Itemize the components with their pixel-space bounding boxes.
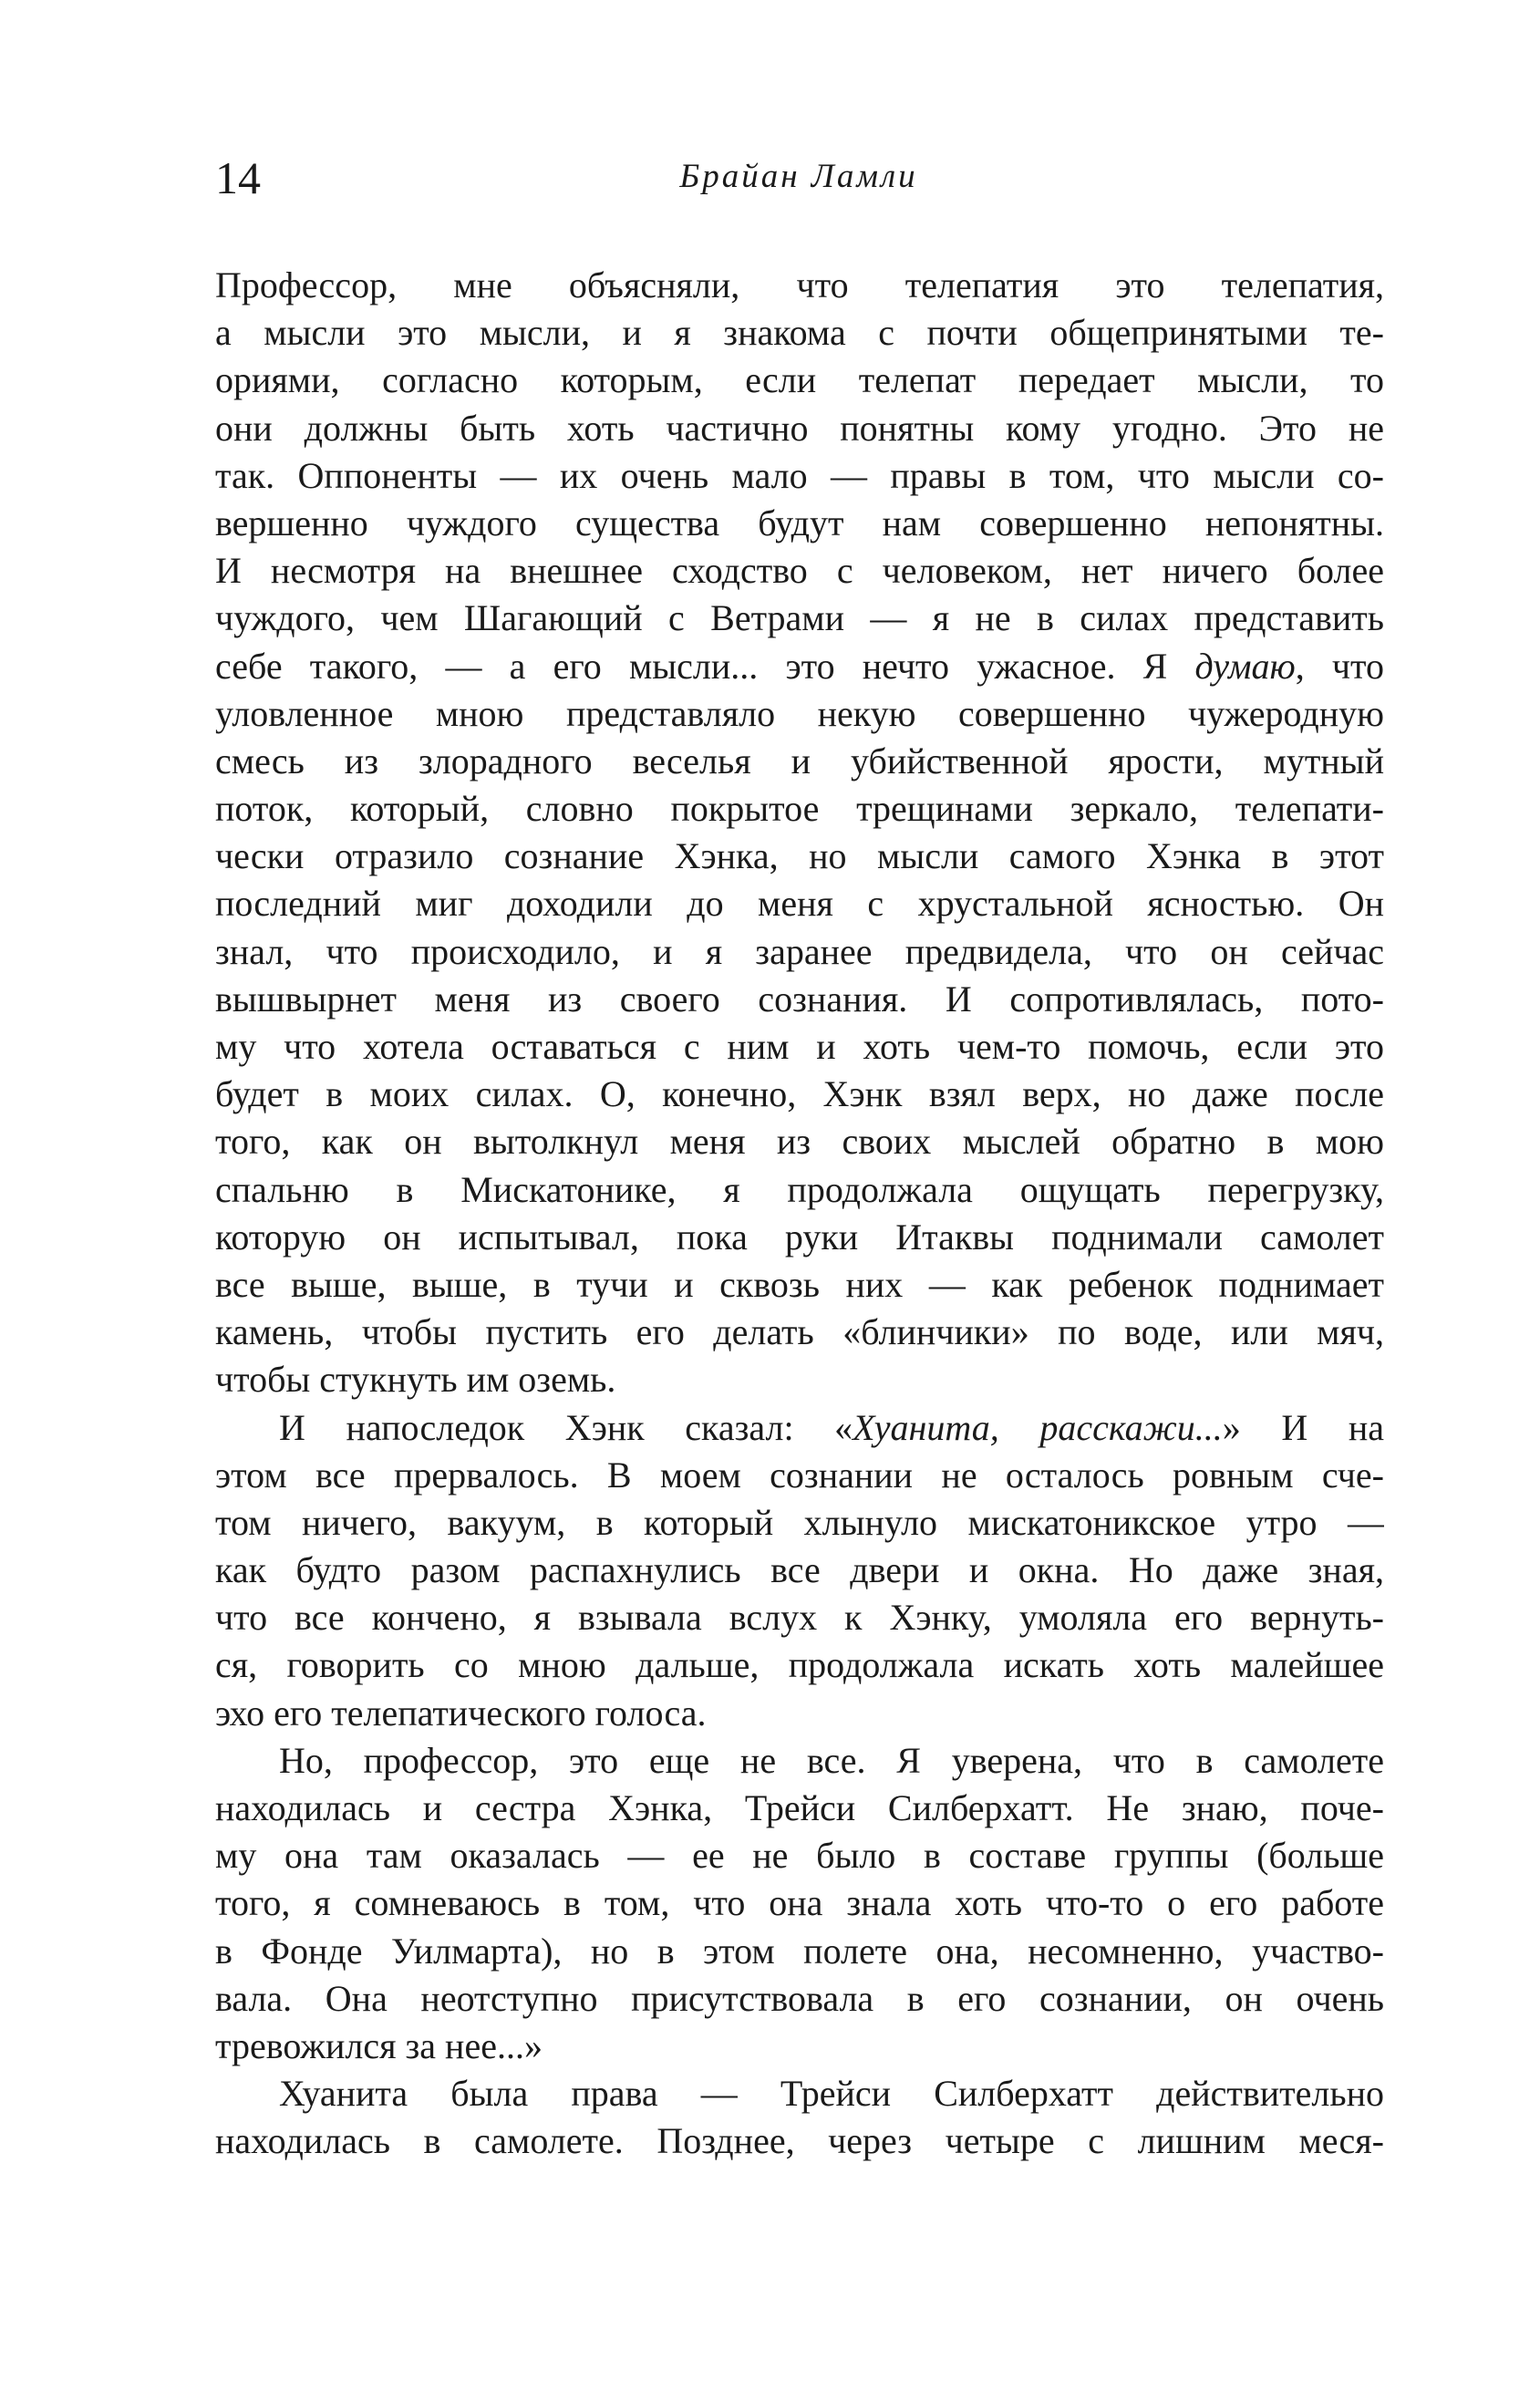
text-line bbox=[215, 690, 1384, 738]
text-segment: как будто разом распахнулись все двери и окна. Но даже зная, bbox=[215, 1549, 1384, 1591]
text-segment: му что хотела оставаться с ним и хоть чем-то помочь, если это bbox=[215, 1026, 1384, 1067]
text-line bbox=[215, 1785, 1384, 1832]
text-segment: этом все прервалось. В моем сознании не осталось ровным сче- bbox=[215, 1454, 1384, 1496]
text-segment: му она там оказалась — ее не было в составе группы (больше bbox=[215, 1835, 1384, 1877]
text-line bbox=[215, 1404, 1384, 1452]
text-line bbox=[215, 738, 1384, 785]
text-segment: поток, который, словно покрытое трещинами зеркало, телепати- bbox=[215, 788, 1384, 830]
text-segment: уловленное мною представляло некую совершенно чужеродную bbox=[215, 692, 1384, 734]
text-segment: ориями, согласно которым, если телепат передает мысли, то bbox=[215, 359, 1384, 401]
text-segment: находилась в самолете. Позднее, через четыре с лишним меся- bbox=[215, 2120, 1384, 2162]
text-line bbox=[215, 452, 1384, 500]
text-line bbox=[215, 262, 1384, 309]
text-segment: Профессор, мне объясняли, что телепатия это телепатия, bbox=[215, 264, 1384, 305]
page-number: 14 bbox=[215, 152, 261, 203]
text-segment: что все кончено, я взывала вслух к Хэнку, умоляла его вернуть- bbox=[215, 1597, 1384, 1639]
text-segment: они должны быть хоть частично понятны кому угодно. Это не bbox=[215, 407, 1384, 449]
body-text bbox=[215, 262, 1384, 2166]
text-line bbox=[215, 1879, 1384, 1927]
text-line bbox=[215, 595, 1384, 642]
text-line bbox=[215, 1166, 1384, 1214]
text-segment: том ничего, вакуум, в который хлынуло мискатоникское утро — bbox=[215, 1501, 1384, 1543]
text-segment: чуждого, чем Шагающий с Ветрами — я не в силах представить bbox=[215, 597, 1384, 639]
text-segment: того, как он вытолкнул меня из своих мыслей обратно в мою bbox=[215, 1121, 1384, 1163]
text-segment: так. Оппоненты — их очень мало — правы в том, что мысли со- bbox=[215, 454, 1384, 496]
text-segment: И несмотря на внешнее сходство с человеком, нет ничего более bbox=[215, 550, 1384, 592]
text-segment: Хуанита была права — Трейси Силберхатт действительно bbox=[279, 2073, 1384, 2115]
text-segment: того, я сомневаюсь в том, что она знала хоть что-то о его работе bbox=[215, 1882, 1384, 1924]
text-line bbox=[215, 928, 1384, 976]
text-line bbox=[215, 1832, 1384, 1879]
text-segment: а мысли это мысли, и я знакома с почти общепринятыми те- bbox=[215, 312, 1384, 354]
text-line bbox=[215, 1499, 1384, 1547]
text-line bbox=[215, 1594, 1384, 1641]
text-segment: вала. Она неотступно присутствовала в его сознании, он очень bbox=[215, 1977, 1384, 2019]
text-line bbox=[215, 1641, 1384, 1689]
text-segment: знал, что происходило, и я заранее предвидела, что он сейчас bbox=[215, 930, 1384, 972]
text-segment: вышвырнет меня из своего сознания. И сопротивлялась, пото- bbox=[215, 978, 1384, 1020]
running-head-author: Брайан Ламли bbox=[679, 158, 918, 195]
page-header bbox=[215, 146, 1382, 210]
text-line bbox=[215, 1214, 1384, 1261]
text-segment: И напоследок Хэнк сказал: « bbox=[279, 1406, 853, 1448]
text-segment: ся, говорить со мною дальше, продолжала искать хоть малейшее bbox=[215, 1644, 1384, 1686]
text-segment: смесь из злорадного веселья и убийственной ярости, мутный bbox=[215, 740, 1384, 781]
text-line bbox=[215, 1118, 1384, 1165]
text-segment: все выше, выше, в тучи и сквозь них — как ребенок поднимает bbox=[215, 1263, 1384, 1305]
italic-text: Хуанита, расскажи... bbox=[853, 1406, 1223, 1448]
text-segment: в Фонде Уилмарта), но в этом полете она, несомненно, участво- bbox=[215, 1930, 1384, 1972]
text-line bbox=[215, 2070, 1384, 2117]
text-line bbox=[215, 1356, 1384, 1403]
text-line bbox=[215, 309, 1384, 357]
text-line bbox=[215, 785, 1384, 833]
text-line bbox=[215, 357, 1384, 404]
text-line bbox=[215, 1023, 1384, 1071]
text-segment: будет в моих силах. О, конечно, Хэнк взял верх, но даже после bbox=[215, 1073, 1384, 1115]
text-line bbox=[215, 643, 1384, 690]
text-line bbox=[215, 1690, 1384, 1737]
text-line bbox=[215, 976, 1384, 1023]
text-line bbox=[215, 1452, 1384, 1499]
italic-text: думаю bbox=[1194, 645, 1296, 687]
text-line bbox=[215, 1737, 1384, 1785]
text-line bbox=[215, 880, 1384, 927]
text-segment: которую он испытывал, пока руки Итаквы поднимали самолет bbox=[215, 1216, 1384, 1258]
text-line bbox=[215, 1975, 1384, 2023]
text-segment: тревожился за нее...» bbox=[215, 2024, 543, 2066]
text-segment: себе такого, — а его мысли... это нечто ужасное. Я bbox=[215, 645, 1195, 687]
text-segment: спальню в Мискатонике, я продолжала ощущать перегрузку, bbox=[215, 1168, 1384, 1210]
text-line bbox=[215, 1309, 1384, 1356]
text-segment: находилась и сестра Хэнка, Трейси Силберхатт. Не знаю, поче- bbox=[215, 1787, 1384, 1828]
text-segment: эхо его телепатического голоса. bbox=[215, 1692, 707, 1734]
text-segment: камень, чтобы пустить его делать «блинчики» по воде, или мяч, bbox=[215, 1311, 1384, 1353]
text-segment: Но, профессор, это еще не все. Я уверена, что в самолете bbox=[279, 1739, 1384, 1781]
text-line bbox=[215, 500, 1384, 547]
text-segment: чески отразило сознание Хэнка, но мысли самого Хэнка в этот bbox=[215, 835, 1384, 877]
text-line bbox=[215, 1928, 1384, 1975]
text-line bbox=[215, 547, 1384, 595]
text-segment: » И на bbox=[1222, 1406, 1384, 1448]
text-line bbox=[215, 1547, 1384, 1594]
text-segment: чтобы стукнуть им оземь. bbox=[215, 1359, 616, 1401]
text-segment: последний миг доходили до меня с хрустальной ясностью. Он bbox=[215, 883, 1384, 925]
text-line bbox=[215, 1071, 1384, 1118]
text-segment: вершенно чуждого существа будут нам совершенно непонятны. bbox=[215, 502, 1384, 543]
text-line bbox=[215, 2023, 1384, 2070]
text-line bbox=[215, 833, 1384, 880]
text-line bbox=[215, 2117, 1384, 2165]
text-line bbox=[215, 405, 1384, 452]
text-line bbox=[215, 1261, 1384, 1309]
text-segment: , что bbox=[1295, 645, 1384, 687]
